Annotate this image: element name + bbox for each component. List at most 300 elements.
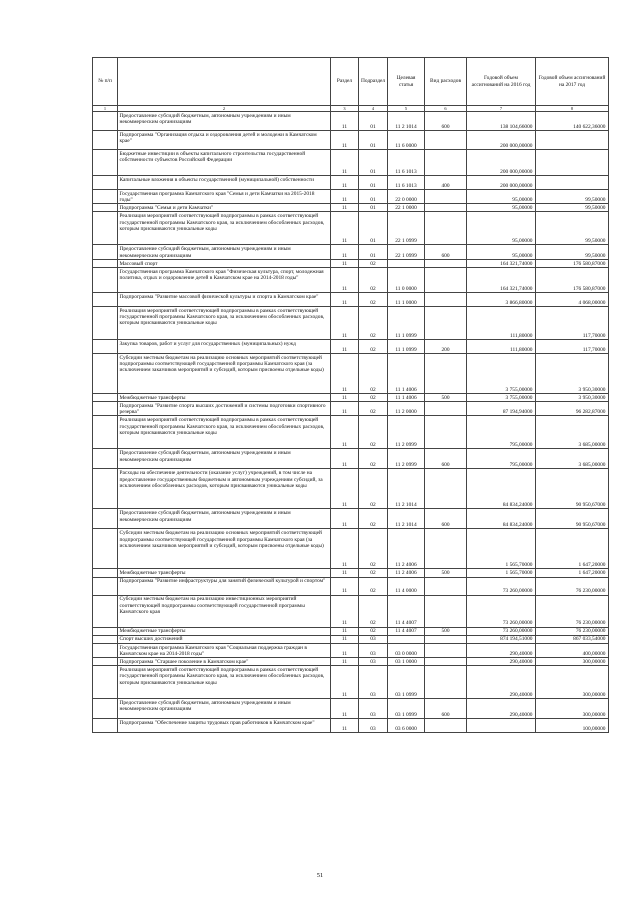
table-cell-2017: 117,70000 [536, 339, 609, 353]
table-cell-vid: 200 [425, 339, 467, 353]
table-cell-2016: 73 260,00000 [467, 577, 536, 595]
table-cell-vid [425, 306, 467, 339]
table-cell-podrazdel: 02 [359, 306, 388, 339]
table-cell-razdel: 11 [331, 627, 359, 635]
table-cell-2016: 95,00000 [467, 245, 536, 259]
table-cell-2016: 874 194,51000 [467, 635, 536, 643]
table-cell-razdel: 11 [331, 595, 359, 627]
table-cell-2016: 795,00000 [467, 416, 536, 449]
table-cell-podrazdel: 02 [359, 259, 388, 267]
table-cell-2016 [467, 719, 536, 733]
table-cell-razdel: 11 [331, 658, 359, 666]
table-cell-statya: 11 4 4007 [388, 627, 425, 635]
table-cell-razdel: 11 [331, 267, 359, 292]
table-cell-razdel: 11 [331, 416, 359, 449]
table-cell-razdel: 11 [331, 402, 359, 416]
table-cell-statya: 11 2 1014 [388, 509, 425, 529]
table-row [93, 635, 609, 643]
table-cell-podrazdel: 02 [359, 627, 388, 635]
table-cell-2017: 76 230,00000 [536, 595, 609, 627]
table-cell-statya: 11 2 1014 [388, 469, 425, 509]
table-cell-vid: 600 [425, 699, 467, 719]
table-cell-2016: 73 260,00000 [467, 595, 536, 627]
col-number: 3 [331, 106, 359, 112]
table-row [93, 339, 609, 353]
table-cell-name: Массовый спорт [118, 259, 331, 267]
table-cell-vid [425, 353, 467, 393]
table-cell-vid [425, 469, 467, 509]
table-cell-2016: 290,40000 [467, 699, 536, 719]
table-row [93, 292, 609, 306]
table-cell-podrazdel: 01 [359, 131, 388, 150]
budget-table [92, 57, 609, 733]
table-cell-statya: 22 1 0999 [388, 245, 425, 259]
table-cell-2017: 400,00000 [536, 643, 609, 657]
table-cell-2016: 95,00000 [467, 190, 536, 204]
table-row [93, 509, 609, 529]
table-cell-vid: 500 [425, 627, 467, 635]
table-cell-name: Государственная программа Камчатского края "Физическая культура, спорт, молодежная политика, отдых и оздоровление детей в Камчатском крае на 2014-2018 годы" [118, 267, 331, 292]
table-cell-name: Межбюджетные трансферты [118, 569, 331, 577]
table-cell-vid [425, 402, 467, 416]
table-cell-razdel: 11 [331, 190, 359, 204]
table-cell-name: Подпрограмма "Развитие массовой физической культуры и спорта в Камчатском крае" [118, 292, 331, 306]
table-cell-num [93, 416, 118, 449]
table-cell-2017: 99,50000 [536, 204, 609, 212]
table-cell-podrazdel: 02 [359, 267, 388, 292]
table-cell-num [93, 393, 118, 401]
table-row [93, 643, 609, 657]
table-cell-num [93, 150, 118, 176]
table-cell-razdel: 11 [331, 112, 359, 131]
table-cell-vid [425, 529, 467, 569]
table-cell-podrazdel: 03 [359, 635, 388, 643]
table-cell-2017: 100,00000 [536, 719, 609, 733]
header-statya: Целевая статья [388, 58, 425, 106]
table-cell-name: Межбюджетные трансферты [118, 627, 331, 635]
table-cell-num [93, 112, 118, 131]
table-cell-name: Подпрограмма "Развитие спорта высших достижений и системы подготовки спортивного резерва" [118, 402, 331, 416]
table-cell-vid: 400 [425, 176, 467, 190]
table-cell-num [93, 212, 118, 245]
header-2017: Годовой объем ассигнований на 2017 год [536, 58, 609, 106]
table-cell-statya [388, 259, 425, 267]
table-cell-vid [425, 658, 467, 666]
table-cell-statya: 03 1 0999 [388, 666, 425, 699]
table-cell-2016: 164 321,74000 [467, 267, 536, 292]
table-cell-vid [425, 577, 467, 595]
table-cell-2017: 1 647,20000 [536, 529, 609, 569]
table-cell-2016: 84 834,24000 [467, 509, 536, 529]
table-cell-num [93, 292, 118, 306]
table-cell-2016: 73 260,00000 [467, 627, 536, 635]
table-cell-name: Предоставление субсидий бюджетным, автономным учреждениям и иным некоммерческим организациям [118, 449, 331, 469]
table-cell-num [93, 204, 118, 212]
table-cell-num [93, 339, 118, 353]
table-cell-statya: 11 4 4007 [388, 595, 425, 627]
table-cell-statya: 11 2 0000 [388, 402, 425, 416]
table-cell-name: Реализация мероприятий соответствующей подпрограммы в рамках соответствующей государственной программы Камчатского края, за исключением обособленных расходов, которым присваиваются уникальные коды [118, 666, 331, 699]
table-row [93, 658, 609, 666]
table-cell-vid: 600 [425, 112, 467, 131]
table-cell-name: Государственная программа Камчатского края "Семья и дети Камчатки на 2015-2018 годы" [118, 190, 331, 204]
table-cell-num [93, 259, 118, 267]
table-cell-vid [425, 595, 467, 627]
table-cell-vid [425, 643, 467, 657]
table-cell-statya: 03 0 0000 [388, 643, 425, 657]
table-row [93, 529, 609, 569]
table-cell-num [93, 245, 118, 259]
table-row [93, 204, 609, 212]
table-row [93, 267, 609, 292]
table-cell-statya: 11 6 0000 [388, 131, 425, 150]
table-cell-name: Субсидии местным бюджетам на реализацию инвестиционных мероприятий соответствующей подпрограммы соответствующей государственной программы Камчатского края [118, 595, 331, 627]
table-cell-statya: 11 0 0000 [388, 267, 425, 292]
table-cell-2016: 3 755,00000 [467, 353, 536, 393]
table-cell-num [93, 176, 118, 190]
header-podrazdel: Подраздел [359, 58, 388, 106]
col-number: 2 [118, 106, 331, 112]
table-cell-2016: 87 194,94000 [467, 402, 536, 416]
col-number: 6 [425, 106, 467, 112]
table-cell-vid [425, 212, 467, 245]
table-cell-num [93, 595, 118, 627]
table-cell-razdel: 11 [331, 643, 359, 657]
col-number: 8 [536, 106, 609, 112]
table-cell-statya: 22 1 0000 [388, 204, 425, 212]
table-cell-2017: 96 282,87000 [536, 402, 609, 416]
table-row [93, 150, 609, 176]
table-cell-razdel: 11 [331, 719, 359, 733]
table-cell-statya: 11 1 0999 [388, 306, 425, 339]
header-name [118, 58, 331, 106]
table-cell-num [93, 131, 118, 150]
table-row [93, 353, 609, 393]
table-row [93, 699, 609, 719]
table-cell-vid [425, 190, 467, 204]
table-cell-name: Подпрограмма "Семья и дети Камчатки" [118, 204, 331, 212]
table-cell-2016: 200 000,00000 [467, 150, 536, 176]
table-row [93, 569, 609, 577]
table-cell-num [93, 306, 118, 339]
table-cell-podrazdel: 02 [359, 292, 388, 306]
table-cell-2017: 90 950,67000 [536, 509, 609, 529]
table-cell-name: Капитальные вложения в объекты государственной (муниципальной) собственности [118, 176, 331, 190]
table-cell-razdel: 11 [331, 131, 359, 150]
table-cell-podrazdel: 01 [359, 150, 388, 176]
table-cell-2016: 200 000,00000 [467, 176, 536, 190]
table-cell-razdel: 11 [331, 666, 359, 699]
table-cell-2017: 176 580,87000 [536, 267, 609, 292]
table-cell-statya: 22 0 0000 [388, 190, 425, 204]
table-cell-name: Реализация мероприятий соответствующей подпрограммы в рамках соответствующей государственной программы Камчатского края, за исключением обособленных расходов, которым присваиваются уникальные коды [118, 306, 331, 339]
col-number: 1 [93, 106, 118, 112]
table-cell-num [93, 449, 118, 469]
table-cell-2016: 290,40000 [467, 666, 536, 699]
table-cell-2017: 867 033,54000 [536, 635, 609, 643]
table-cell-2016: 3 755,00000 [467, 393, 536, 401]
table-row [93, 469, 609, 509]
table-cell-name: Субсидии местным бюджетам на реализацию основных мероприятий соответствующей подпрограммы соответствующей государственной программы Камчатского края (за исключением заказчиков мероприятий и субсидий, которым присвоены отдельные коды) [118, 353, 331, 393]
table-cell-2017: 76 230,00000 [536, 577, 609, 595]
table-cell-vid: 600 [425, 449, 467, 469]
table-cell-podrazdel: 02 [359, 469, 388, 509]
table-cell-vid: 600 [425, 509, 467, 529]
budget-table-sheet [92, 57, 608, 733]
table-cell-2016: 200 000,00000 [467, 131, 536, 150]
table-row [93, 212, 609, 245]
table-cell-podrazdel: 02 [359, 339, 388, 353]
table-cell-statya: 11 2 0999 [388, 416, 425, 449]
table-cell-razdel: 11 [331, 393, 359, 401]
table-cell-razdel: 11 [331, 339, 359, 353]
table-cell-vid [425, 666, 467, 699]
table-cell-name: Подпрограмма "Развитие инфраструктуры для занятий физической культурой и спортом" [118, 577, 331, 595]
table-cell-num [93, 509, 118, 529]
table-cell-podrazdel: 02 [359, 529, 388, 569]
table-cell-vid [425, 416, 467, 449]
table-cell-razdel: 11 [331, 509, 359, 529]
table-cell-name: Субсидии местным бюджетам на реализацию основных мероприятий соответствующей подпрограммы соответствующей государственной программы Камчатского края (за исключением заказчиков мероприятий и субсидий, которым присвоены отдельные коды) [118, 529, 331, 569]
table-cell-vid: 600 [425, 245, 467, 259]
table-cell-razdel: 11 [331, 529, 359, 569]
table-cell-name: Предоставление субсидий бюджетным, автономным учреждениям и иным некоммерческим организациям [118, 699, 331, 719]
table-cell-2017: 140 622,36000 [536, 112, 609, 131]
table-cell-num [93, 699, 118, 719]
table-cell-name: Закупка товаров, работ и услуг для государственных (муниципальных) нужд [118, 339, 331, 353]
table-cell-statya: 11 1 4006 [388, 393, 425, 401]
table-cell-num [93, 402, 118, 416]
table-cell-2016: 95,00000 [467, 204, 536, 212]
table-cell-num [93, 469, 118, 509]
table-cell-statya: 11 1 4006 [388, 353, 425, 393]
table-row [93, 131, 609, 150]
table-cell-2017: 76 230,00000 [536, 627, 609, 635]
table-cell-2016: 95,00000 [467, 212, 536, 245]
table-row [93, 627, 609, 635]
table-cell-2017 [536, 150, 609, 176]
table-cell-2017: 300,00000 [536, 666, 609, 699]
table-cell-statya [388, 635, 425, 643]
table-cell-vid: 500 [425, 569, 467, 577]
table-cell-razdel: 11 [331, 306, 359, 339]
table-cell-2017: 3 950,30000 [536, 393, 609, 401]
table-row [93, 306, 609, 339]
table-cell-podrazdel: 01 [359, 245, 388, 259]
table-cell-vid [425, 150, 467, 176]
table-cell-2016: 84 834,24000 [467, 469, 536, 509]
table-cell-2017: 176 580,87000 [536, 259, 609, 267]
table-cell-name: Предоставление субсидий бюджетным, автономным учреждениям и иным некоммерческим организациям [118, 112, 331, 131]
table-cell-podrazdel: 03 [359, 699, 388, 719]
table-cell-2017: 3 685,00000 [536, 416, 609, 449]
table-cell-statya: 11 2 0999 [388, 449, 425, 469]
table-row [93, 245, 609, 259]
table-cell-2016: 1 565,70000 [467, 529, 536, 569]
table-cell-2017: 300,00000 [536, 658, 609, 666]
col-number: 7 [467, 106, 536, 112]
table-cell-num [93, 627, 118, 635]
col-number: 5 [388, 106, 425, 112]
table-cell-podrazdel: 01 [359, 204, 388, 212]
table-cell-2017 [536, 131, 609, 150]
table-cell-razdel: 11 [331, 569, 359, 577]
table-cell-vid [425, 131, 467, 150]
table-cell-razdel: 11 [331, 577, 359, 595]
table-row [93, 595, 609, 627]
table-cell-razdel: 11 [331, 204, 359, 212]
table-cell-2016: 3 866,80000 [467, 292, 536, 306]
table-cell-razdel: 11 [331, 353, 359, 393]
table-cell-vid: 500 [425, 393, 467, 401]
table-cell-2017: 300,00000 [536, 699, 609, 719]
table-cell-podrazdel: 02 [359, 402, 388, 416]
table-cell-name: Подпрограмма "Старшее поколение в Камчатском крае" [118, 658, 331, 666]
table-cell-name: Подпрограмма "Организация отдыха и оздоровления детей и молодежи в Камчатском крае" [118, 131, 331, 150]
page-number: 51 [316, 872, 324, 879]
table-cell-vid [425, 292, 467, 306]
table-cell-razdel: 11 [331, 176, 359, 190]
table-cell-num [93, 719, 118, 733]
table-cell-2017 [536, 176, 609, 190]
table-row [93, 402, 609, 416]
table-cell-2016: 290,40000 [467, 643, 536, 657]
header-2016: Годовой объем ассигнований на 2016 год [467, 58, 536, 106]
table-cell-podrazdel: 01 [359, 112, 388, 131]
table-cell-2016: 138 104,66000 [467, 112, 536, 131]
table-cell-statya: 11 6 1013 [388, 150, 425, 176]
table-cell-name: Реализация мероприятий соответствующей подпрограммы в рамках соответствующей государственной программы Камчатского края, за исключением обособленных расходов, которым присваиваются уникальные коды [118, 212, 331, 245]
table-cell-statya: 11 2 4006 [388, 529, 425, 569]
table-cell-razdel: 11 [331, 699, 359, 719]
table-cell-2016: 290,40000 [467, 658, 536, 666]
table-body [93, 112, 609, 733]
table-row [93, 577, 609, 595]
table-cell-vid [425, 204, 467, 212]
table-cell-2017: 117,70000 [536, 306, 609, 339]
table-cell-statya: 03 1 0999 [388, 699, 425, 719]
table-cell-podrazdel: 02 [359, 449, 388, 469]
table-cell-2017: 99,50000 [536, 190, 609, 204]
table-cell-num [93, 190, 118, 204]
table-cell-num [93, 353, 118, 393]
table-cell-podrazdel: 01 [359, 190, 388, 204]
table-cell-name: Реализация мероприятий соответствующей подпрограммы в рамках соответствующей государственной программы Камчатского края, за исключением обособленных расходов, которым присваиваются уникальные коды [118, 416, 331, 449]
table-row [93, 449, 609, 469]
table-cell-podrazdel: 03 [359, 666, 388, 699]
table-cell-podrazdel: 01 [359, 176, 388, 190]
table-cell-2016: 164 321,74000 [467, 259, 536, 267]
table-cell-razdel: 11 [331, 449, 359, 469]
table-cell-name: Предоставление субсидий бюджетным, автономным учреждениям и иным некоммерческим организациям [118, 509, 331, 529]
table-cell-podrazdel: 02 [359, 353, 388, 393]
table-row [93, 176, 609, 190]
table-row [93, 112, 609, 131]
table-cell-2017: 99,50000 [536, 245, 609, 259]
table-cell-razdel: 11 [331, 245, 359, 259]
table-row [93, 393, 609, 401]
table-cell-2016: 111,80000 [467, 339, 536, 353]
table-cell-2016: 1 565,70000 [467, 569, 536, 577]
table-cell-num [93, 577, 118, 595]
table-cell-vid [425, 259, 467, 267]
table-cell-2017: 3 950,30000 [536, 353, 609, 393]
table-cell-podrazdel: 02 [359, 569, 388, 577]
table-row [93, 666, 609, 699]
table-cell-razdel: 11 [331, 259, 359, 267]
table-cell-2016: 111,80000 [467, 306, 536, 339]
table-cell-statya: 11 2 1014 [388, 112, 425, 131]
table-cell-podrazdel: 03 [359, 658, 388, 666]
table-cell-name: Межбюджетные трансферты [118, 393, 331, 401]
table-cell-podrazdel: 02 [359, 416, 388, 449]
table-cell-statya: 11 4 0000 [388, 577, 425, 595]
table-cell-statya: 11 2 4006 [388, 569, 425, 577]
table-cell-statya: 03 1 0000 [388, 658, 425, 666]
table-cell-2016: 795,00000 [467, 449, 536, 469]
table-row [93, 719, 609, 733]
table-cell-vid [425, 719, 467, 733]
table-cell-vid [425, 635, 467, 643]
table-cell-razdel: 11 [331, 212, 359, 245]
table-cell-podrazdel: 02 [359, 393, 388, 401]
table-cell-razdel: 11 [331, 469, 359, 509]
table-cell-name: Расходы на обеспечение деятельности (оказание услуг) учреждений, в том числе на предоставление государственным бюджетным и автономным учреждениям субсидий, за исключением обособленных расходов, которым присваиваются уникальные коды [118, 469, 331, 509]
table-cell-podrazdel: 01 [359, 212, 388, 245]
table-cell-statya: 11 1 0000 [388, 292, 425, 306]
table-cell-name: Спорт высших достижений [118, 635, 331, 643]
table-cell-statya: 11 1 0999 [388, 339, 425, 353]
table-cell-2017: 90 950,67000 [536, 469, 609, 509]
table-cell-num [93, 643, 118, 657]
table-cell-num [93, 666, 118, 699]
table-row [93, 190, 609, 204]
table-cell-num [93, 635, 118, 643]
table-cell-2017: 3 685,00000 [536, 449, 609, 469]
col-number: 4 [359, 106, 388, 112]
header-vid: Вид расходов [425, 58, 467, 106]
header-row [93, 58, 609, 106]
table-cell-num [93, 658, 118, 666]
table-row [93, 416, 609, 449]
table-cell-razdel: 11 [331, 292, 359, 306]
table-cell-name: Подпрограмма "Обеспечение защиты трудовых прав работников в Камчатском крае" [118, 719, 331, 733]
table-cell-podrazdel: 02 [359, 577, 388, 595]
table-cell-name: Бюджетные инвестиции в объекты капитального строительства государственной собственности субъектов Российской Федерации [118, 150, 331, 176]
table-cell-num [93, 529, 118, 569]
table-cell-statya: 22 1 0999 [388, 212, 425, 245]
table-cell-podrazdel: 02 [359, 509, 388, 529]
table-cell-podrazdel: 03 [359, 719, 388, 733]
table-row [93, 259, 609, 267]
header-razdel: Раздел [331, 58, 359, 106]
table-cell-razdel: 11 [331, 635, 359, 643]
table-cell-name: Предоставление субсидий бюджетным, автономным учреждениям и иным некоммерческим организациям [118, 245, 331, 259]
table-cell-2017: 99,50000 [536, 212, 609, 245]
table-cell-razdel: 11 [331, 150, 359, 176]
header-num: № п/п [93, 58, 118, 106]
table-cell-name: Государственная программа Камчатского края "Социальная поддержка граждан в Камчатском крае на 2014-2018 годы" [118, 643, 331, 657]
table-cell-statya: 03 6 0000 [388, 719, 425, 733]
table-cell-2017: 1 647,20000 [536, 569, 609, 577]
table-cell-2017: 4 068,00000 [536, 292, 609, 306]
table-cell-podrazdel: 03 [359, 643, 388, 657]
table-cell-statya: 11 6 1013 [388, 176, 425, 190]
table-cell-num [93, 267, 118, 292]
table-cell-num [93, 569, 118, 577]
table-cell-podrazdel: 02 [359, 595, 388, 627]
table-cell-vid [425, 267, 467, 292]
